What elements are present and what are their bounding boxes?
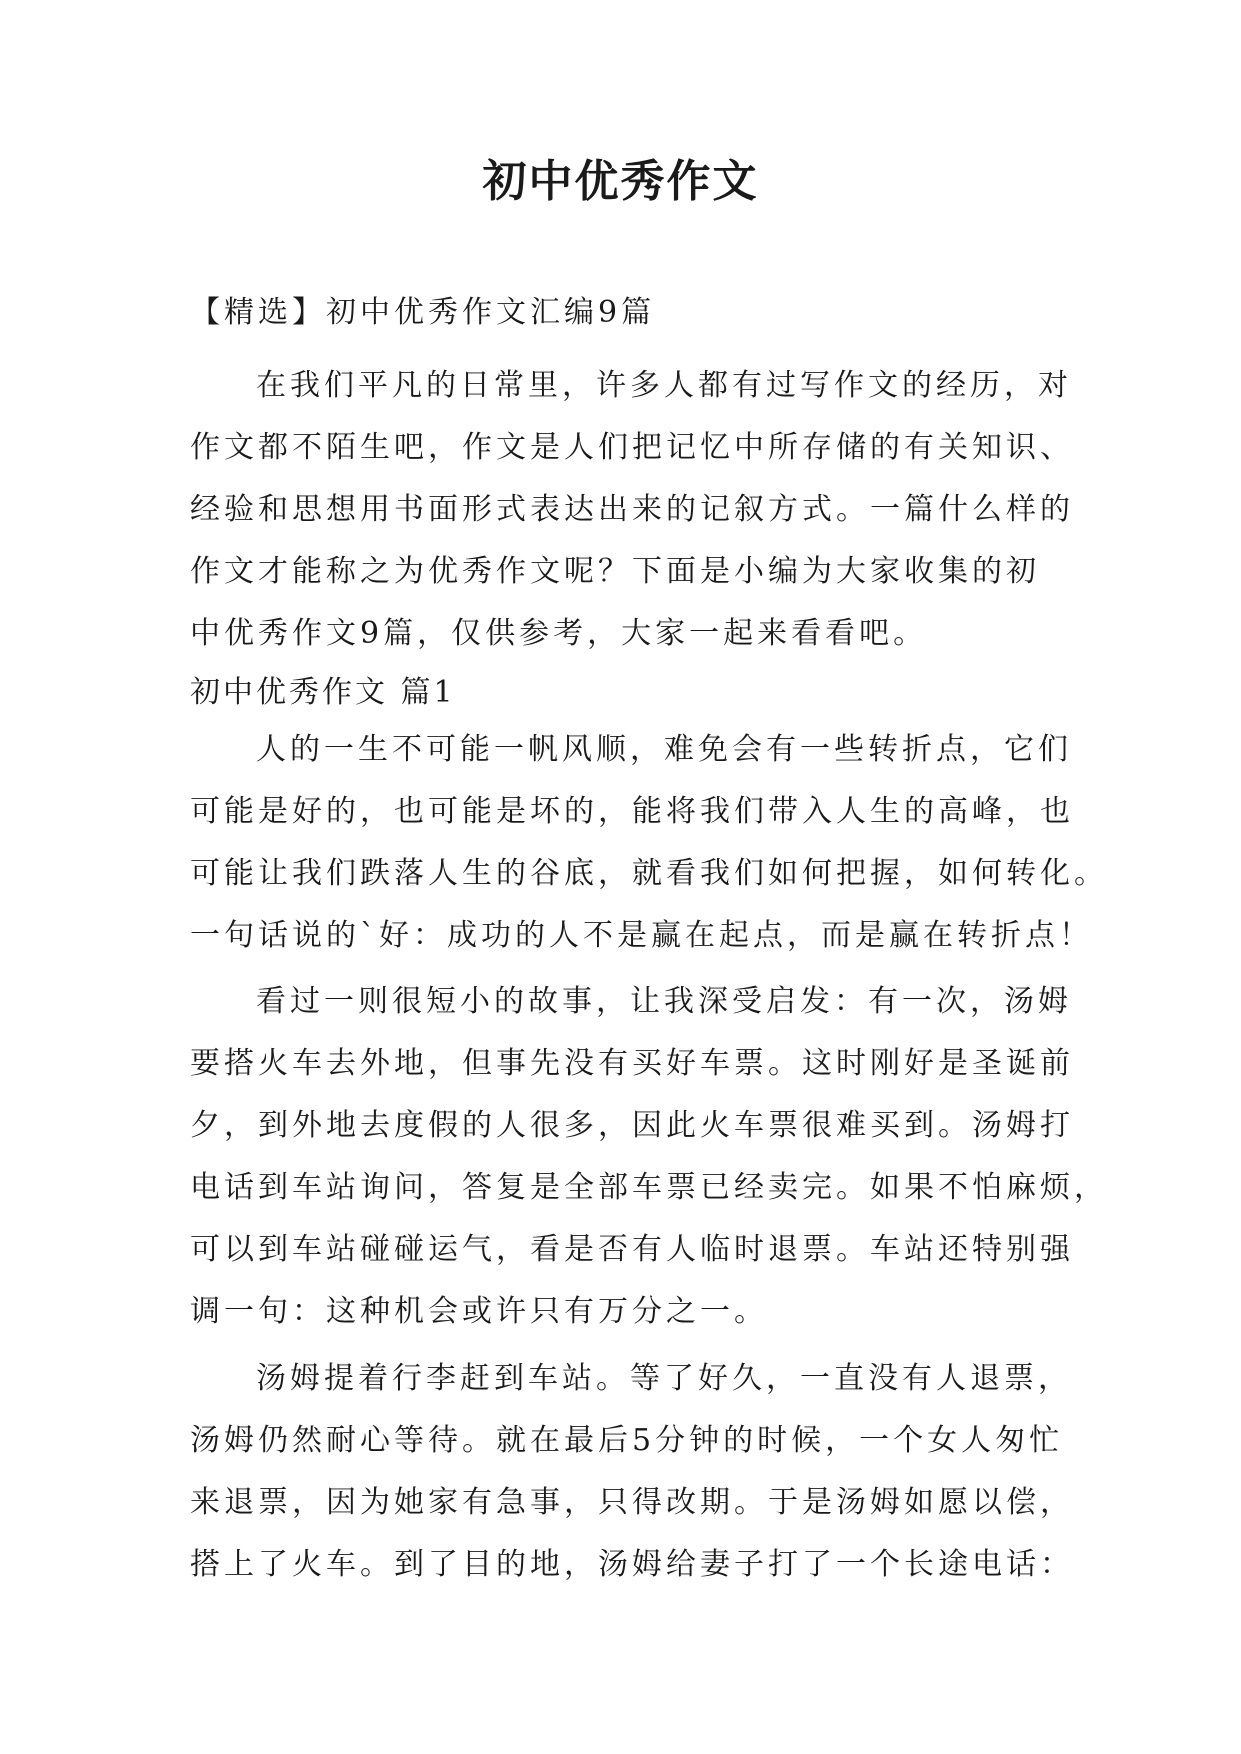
document-title: 初中优秀作文	[482, 156, 759, 207]
paragraph-line: 可能让我们跌落人生的谷底，就看我们如何把握，如何转化。	[190, 856, 1108, 891]
intro-line: 作文都不陌生吧，作文是人们把记忆中所存储的有关知识、	[190, 430, 1074, 465]
essay-paragraph-1	[190, 719, 1108, 967]
intro-line: 作文才能称之为优秀作文呢？下面是小编为大家收集的初	[190, 554, 1040, 589]
paragraph-line: 看过一则很短小的故事，让我深受启发：有一次，汤姆	[256, 984, 1072, 1019]
paragraph-line: 人的一生不可能一帆风顺，难免会有一些转折点，它们	[256, 732, 1072, 767]
paragraph-line: 来退票，因为她家有急事，只得改期。于是汤姆如愿以偿，	[190, 1485, 1074, 1520]
paragraph-line: 可以到车站碰碰运气，看是否有人临时退票。车站还特别强	[190, 1232, 1074, 1267]
essay-paragraph-2	[190, 971, 1108, 1343]
paragraph-line: 可能是好的，也可能是坏的，能将我们带入人生的高峰，也	[190, 794, 1074, 829]
intro-line: 中优秀作文9篇，仅供参考，大家一起来看看吧。	[190, 616, 928, 651]
paragraph-line: 一句话说的`好：成功的人不是赢在起点，而是赢在转折点！	[190, 918, 1093, 953]
document-subtitle: 【精选】初中优秀作文汇编9篇	[190, 295, 656, 330]
paragraph-line: 要搭火车去外地，但事先没有买好车票。这时刚好是圣诞前	[190, 1046, 1074, 1081]
paragraph-line: 汤姆仍然耐心等待。就在最后5分钟的时候，一个女人匆忙	[190, 1423, 1064, 1458]
paragraph-line: 电话到车站询问，答复是全部车票已经卖完。如果不怕麻烦，	[190, 1170, 1108, 1205]
paragraph-line: 搭上了火车。到了目的地，汤姆给妻子打了一个长途电话：	[190, 1547, 1074, 1582]
section-heading: 初中优秀作文 篇1	[190, 675, 456, 710]
paragraph-line: 夕，到外地去度假的人很多，因此火车票很难买到。汤姆打	[190, 1108, 1074, 1143]
intro-line: 在我们平凡的日常里，许多人都有过写作文的经历，对	[256, 368, 1072, 403]
paragraph-line: 调一句：这种机会或许只有万分之一。	[190, 1294, 768, 1329]
essay-paragraph-3	[190, 1348, 1074, 1596]
paragraph-line: 汤姆提着行李赶到车站。等了好久，一直没有人退票，	[256, 1361, 1072, 1396]
intro-paragraph	[190, 355, 1074, 665]
intro-line: 经验和思想用书面形式表达出来的记叙方式。一篇什么样的	[190, 492, 1074, 527]
